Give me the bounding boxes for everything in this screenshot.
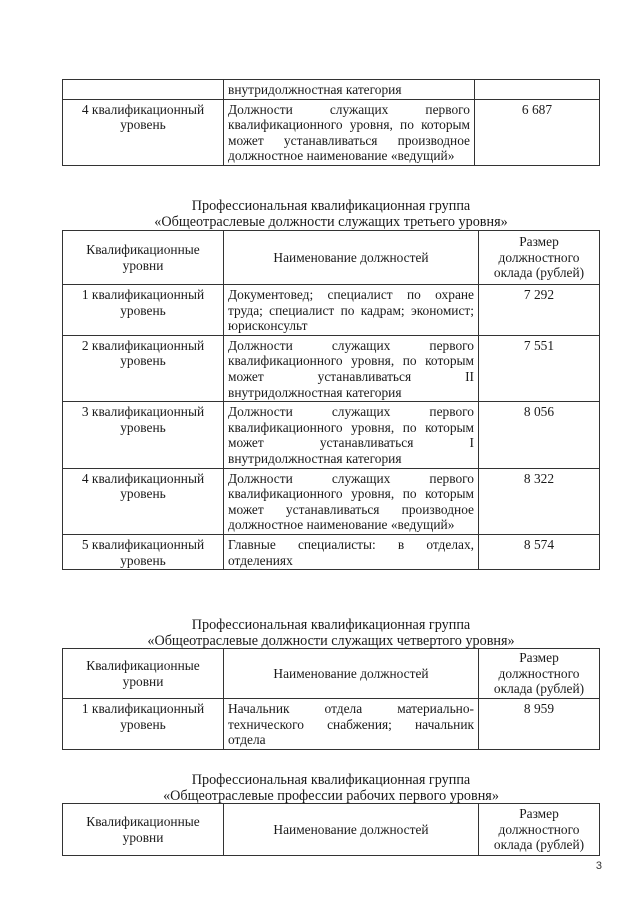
cell-level: 1 квалификационный уровень [63,285,224,336]
cell-size: 8 322 [479,468,600,534]
header-size: Размер должностного оклада (рублей) [479,804,600,856]
group-title: Профессиональная квалификационная группа «Общеотраслевые должности служащих третьего уровня» [154,198,508,230]
cell-level: 5 квалификационный уровень [63,534,224,569]
cell-name: Должности служащих первого квалификационного уровня, по которым может устанавливаться производное должностное наименование «ведущий» [224,468,479,534]
cell-name: Должности служащих первого квалификационного уровня, по которым может устанавливаться I внутридолжностная категория [224,402,479,468]
cell-level: 2 квалификационный уровень [63,335,224,401]
table-group-3 [62,230,600,570]
header-name: Наименование должностей [224,649,479,699]
cell-level: 1 квалификационный уровень [63,699,224,750]
table-header-row [63,649,600,699]
table-row [63,80,600,100]
table-row [63,402,600,468]
table-row [63,285,600,336]
group-title: Профессиональная квалификационная группа «Общеотраслевые должности служащих четвертого уровня» [147,617,515,649]
cell-size: 7 551 [479,335,600,401]
table-header-row [63,804,600,856]
cell-size: 6 687 [475,99,600,165]
header-size: Размер должностного оклада (рублей) [479,649,600,699]
table-workers [62,803,600,856]
table-fragment-top [62,79,600,166]
table-header-row [63,231,600,285]
cell-name: внутридолжностная категория [224,80,475,100]
header-name: Наименование должностей [224,231,479,285]
table-row [63,699,600,750]
header-size: Размер должностного оклада (рублей) [479,231,600,285]
table-row [63,468,600,534]
cell-size: 8 056 [479,402,600,468]
header-level: Квалификационные уровни [63,804,224,856]
table-row [63,99,600,165]
cell-size: 7 292 [479,285,600,336]
header-name: Наименование должностей [224,804,479,856]
cell-name: Главные специалисты: в отделах, отделениях [224,534,479,569]
table-group-4 [62,648,600,750]
cell-name: Должности служащих первого квалификационного уровня, по которым может устанавливаться II внутридолжностная категория [224,335,479,401]
table-row [63,335,600,401]
page-number: 3 [595,860,602,872]
table-row [63,534,600,569]
header-level: Квалификационные уровни [63,231,224,285]
group-title: Профессиональная квалификационная группа «Общеотраслевые профессии рабочих первого уровня» [163,772,499,804]
cell-size: 8 574 [479,534,600,569]
cell-level: 3 квалификационный уровень [63,402,224,468]
cell-size: 8 959 [479,699,600,750]
cell-level: 4 квалификационный уровень [63,468,224,534]
cell-name: Должности служащих первого квалификационного уровня, по которым может устанавливаться производное должностное наименование «ведущий» [224,99,475,165]
cell-level: 4 квалификационный уровень [63,99,224,165]
header-level: Квалификационные уровни [63,649,224,699]
cell-name: Начальник отдела материально-технического снабжения; начальник отдела [224,699,479,750]
cell-name: Документовед; специалист по охране труда; специалист по кадрам; экономист; юрисконсульт [224,285,479,336]
